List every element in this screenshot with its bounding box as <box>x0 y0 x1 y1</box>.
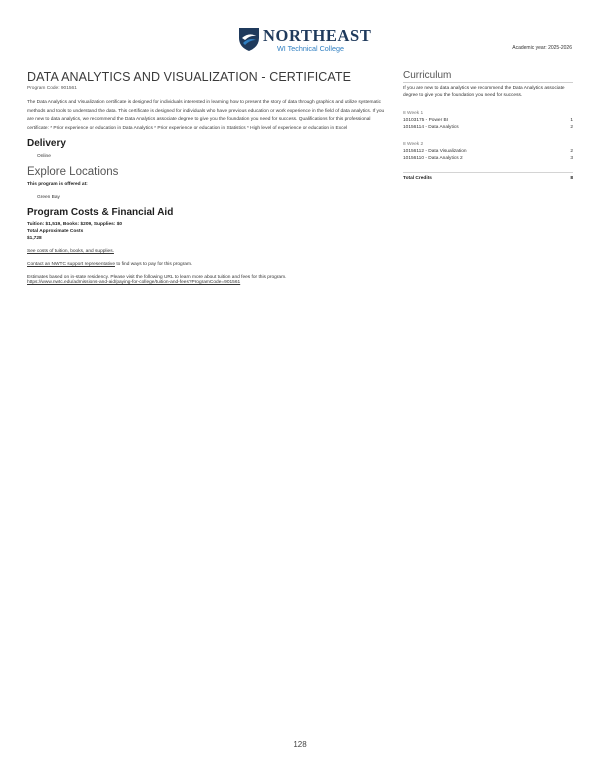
cost-breakdown: Tuition: $1,519, Books: $209, Supplies: $0 <box>27 222 123 227</box>
curriculum-heading: Curriculum <box>403 70 452 81</box>
course-row <box>403 125 573 130</box>
course-credits: 3 <box>570 156 573 161</box>
week-label: 8 Week 1 <box>403 111 424 116</box>
contact-text: to find ways to pay for this program. <box>114 262 193 267</box>
see-costs-link[interactable]: See costs of tuition, books, and supplies. <box>27 249 114 254</box>
course-name: 10156114 - Data Analytics <box>403 125 459 130</box>
location-item: Green Bay <box>37 195 60 200</box>
total-credits-value: 8 <box>570 176 573 181</box>
northeast-logo <box>238 26 372 56</box>
week-label: 8 Week 2 <box>403 142 424 147</box>
curriculum-panel <box>403 70 573 181</box>
program-main-column <box>27 70 385 285</box>
course-row <box>403 118 573 123</box>
page-title: DATA ANALYTICS AND VISUALIZATION - CERTIFICATE <box>27 70 352 84</box>
total-credits-label: Total Credits <box>403 176 432 181</box>
program-code: Program Code: 901561 <box>27 86 77 91</box>
total-credits-row <box>403 172 573 181</box>
delivery-method: Online <box>37 154 51 159</box>
see-costs-paragraph <box>27 249 385 254</box>
logo-name: NORTHEAST <box>263 26 372 45</box>
total-costs-label: Total Approximate Costs <box>27 229 84 234</box>
course-credits: 2 <box>570 149 573 154</box>
program-costs-heading: Program Costs & Financial Aid <box>27 207 174 218</box>
curriculum-divider <box>403 82 573 83</box>
tuition-fees-url-link[interactable]: https://www.nwtc.edu/admissions-and-aid/paying-for-college/tuition-and-fees?ProgramCode=901561 <box>27 280 241 285</box>
curriculum-intro: If you are new to data analytics we recommend the Data Analytics associate degree to give you the foundation you need for success. <box>403 86 565 98</box>
delivery-heading: Delivery <box>27 138 66 149</box>
course-name: 10156110 - Data Analytics 2 <box>403 156 463 161</box>
total-costs-value: $1,728 <box>27 236 42 241</box>
page-number: 128 <box>293 740 307 749</box>
course-name: 10103175 - Power BI <box>403 118 449 123</box>
estimates-paragraph <box>27 275 385 285</box>
contact-paragraph <box>27 262 385 267</box>
contact-support-link[interactable]: Contact an NWTC support representative <box>27 262 115 267</box>
course-row <box>403 149 573 154</box>
logo-subtitle: WI Technical College <box>277 44 344 53</box>
course-name: 10156112 - Data Visualization <box>403 149 467 154</box>
program-description: The Data Analytics and Visualization certificate is designed for individuals interested in learning how to present the story of data through graphics and utilize systematic methods and tools to understand the data. This certificate is designed for individuals who have previous education or work experience in the field of data analytics. If you are new to data analytics, we recommend the Data Analytics associate degree to give you the foundation you need for success. Qualifications for this professional certificate: * Prior experience or education in Data Analytics * Prior experience or education in Statistics * High level of experience or education in Excel <box>27 100 385 131</box>
shield-logo-icon <box>238 26 260 52</box>
course-credits: 2 <box>570 125 573 130</box>
explore-locations-heading: Explore Locations <box>27 166 119 178</box>
course-row <box>403 156 573 161</box>
course-credits: 1 <box>570 118 573 123</box>
offered-at-label: This program is offered at: <box>27 182 88 187</box>
estimates-text: Estimates based on in-state residency. Please visit the following URL to learn more about tuition and fees for this program. <box>27 275 287 280</box>
academic-year: Academic year: 2025-2026 <box>512 45 572 51</box>
